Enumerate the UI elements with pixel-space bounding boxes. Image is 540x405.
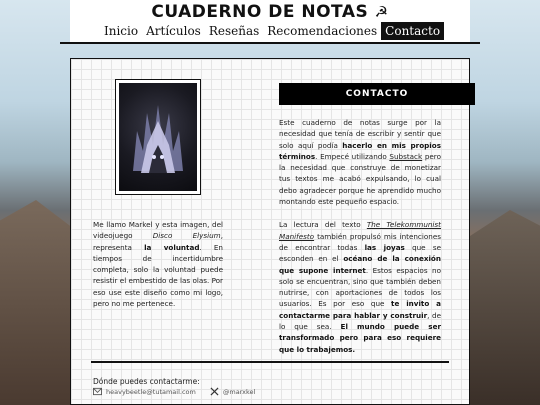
contact-links bbox=[93, 387, 255, 396]
hammer-sickle-icon: ☭ bbox=[374, 3, 389, 21]
text-run: que se esconden en el bbox=[279, 242, 441, 264]
paragraph-2 bbox=[279, 219, 441, 355]
contact-card bbox=[70, 58, 470, 405]
twitter-link[interactable] bbox=[210, 387, 256, 396]
logo-image bbox=[119, 83, 197, 191]
site-title[interactable] bbox=[70, 2, 470, 22]
right-column bbox=[279, 83, 441, 355]
nav-inicio[interactable]: Inicio bbox=[104, 24, 139, 38]
footer-divider bbox=[91, 361, 449, 363]
nav-contacto[interactable]: Contacto bbox=[381, 22, 444, 40]
text-run: , de lo que sea. bbox=[279, 310, 442, 332]
site-title-text: CUADERNO DE NOTAS bbox=[151, 2, 369, 22]
text-run: pero la necesidad que construye de monetizar tus textos me acabó expulsando, lo cual debo agradecer porque he aprendido mucho montando este pequeño espacio. bbox=[279, 151, 441, 207]
header-divider bbox=[60, 42, 480, 44]
inline-link[interactable]: Substack bbox=[389, 151, 423, 161]
nav-articulos[interactable]: Artículos bbox=[146, 24, 201, 38]
twitter-text: @marxkel bbox=[222, 387, 256, 396]
email-text: heavybeetle@tutamail.com bbox=[106, 387, 196, 396]
mail-icon bbox=[93, 387, 102, 396]
logo-image-frame bbox=[115, 79, 201, 195]
text-run: hacerlo en mis propios términos bbox=[279, 140, 441, 161]
text-run: también propulsó mis intenciones de encontrar todas bbox=[279, 231, 441, 252]
contact-label: Dónde puedes contactarme: bbox=[93, 377, 200, 386]
main-nav bbox=[100, 20, 440, 42]
text-run: océano de la conexión que supone internet bbox=[279, 254, 441, 275]
text-run: , representa bbox=[93, 231, 223, 252]
paragraph-1 bbox=[279, 117, 441, 207]
text-run: te invito a contactarme para hablar y construir bbox=[279, 299, 441, 320]
text-run: . En tiempos de incertidumbre completa, solo la voluntad puede resistir el embestido de las olas. Por eso use este diseño como mi logo, pero no me pertenece. bbox=[93, 242, 223, 309]
text-run: las joyas bbox=[364, 242, 405, 252]
left-caption bbox=[93, 219, 223, 309]
background-landscape-right bbox=[465, 210, 540, 405]
email-link[interactable] bbox=[93, 387, 196, 396]
nav-resenas[interactable]: Reseñas bbox=[208, 24, 260, 38]
text-run: . Empecé utilizando bbox=[315, 151, 390, 161]
x-twitter-icon bbox=[210, 387, 219, 396]
text-run: Disco Elysium bbox=[152, 231, 221, 241]
inline-link[interactable]: The Telekommunist Manifesto bbox=[279, 220, 441, 241]
text-run: Me llamo Markel y esta imagen, del videojuego bbox=[93, 220, 223, 241]
text-run: Este cuaderno de notas surge por la necesidad que tenía de escribir y sentir que solo aquí podía bbox=[279, 118, 441, 150]
text-run: . Estos espacios no solo se encuentran, sino que también deben nutrirse, con aportaciones de todos los usuarios. Es por eso que bbox=[279, 265, 441, 309]
crown-figure-icon bbox=[127, 101, 189, 181]
contact-heading: CONTACTO bbox=[279, 83, 475, 105]
nav-recomendaciones[interactable]: Recomendaciones bbox=[267, 24, 378, 38]
text-run: El mundo puede ser transformado pero para eso requiere que lo trabajemos. bbox=[279, 322, 441, 354]
text-run: La lectura del texto bbox=[279, 220, 367, 230]
text-run: la voluntad bbox=[144, 242, 200, 252]
